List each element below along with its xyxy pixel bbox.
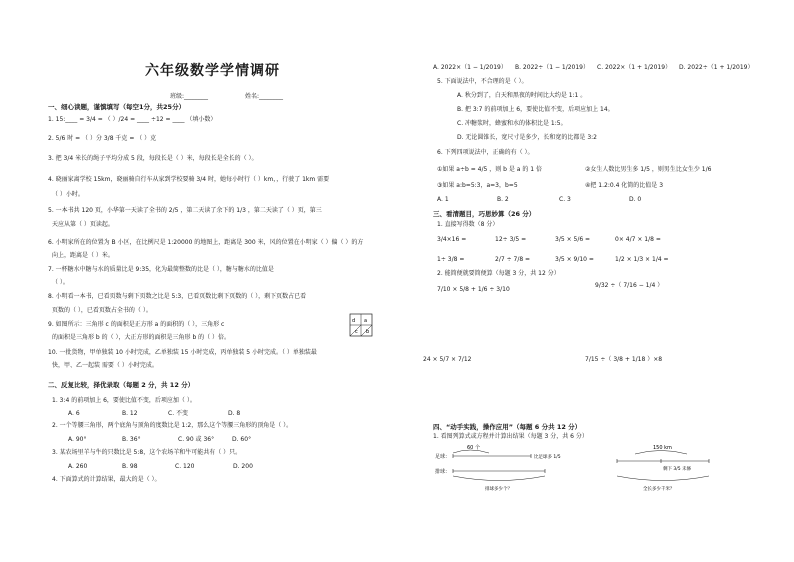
d1-note: 比足球多 1/5: [534, 455, 561, 460]
name-label: 姓名:________: [245, 93, 284, 100]
section-1-heading: 一、细心读题，谨慎填写（每空1分，共25分）: [48, 103, 186, 111]
class-label: 班级:________: [170, 93, 209, 100]
s2-q2-opt-b: B. 36°: [122, 436, 141, 443]
s2-q6-choice-a: A. 1: [437, 196, 449, 203]
d1-row1-label: 足球：: [435, 454, 451, 460]
line-diagram-balls: [433, 443, 583, 493]
direct-calc-3: 3/5 × 5/6 =: [555, 236, 591, 243]
section-4-heading: 四、“动手实践，操作应用”（每题 6 分共 12 分）: [433, 423, 582, 431]
line-diagram-road: [609, 443, 719, 495]
direct-calc-6: 2/7 ÷ 7/8 =: [495, 256, 531, 263]
s2-q4-opt-c: C. 2022×（1 + 1/2019）: [597, 64, 672, 71]
s2-q3-opt-d: D. 200: [233, 463, 253, 470]
s2-q3-opt-b: B. 98: [122, 463, 138, 470]
s2-q4: 4. 下面算式的计算结果，最大的是（ ）。: [52, 476, 161, 483]
s4-sub1: 1. 看图列算式或方程并计算出结果（每题 3 分，共 6 分）: [433, 433, 588, 440]
d2-bottom-brace: [617, 476, 709, 481]
s1-q8a: 8. 小明看一本书，已看页数与剩下页数之比是 5:3，已看页数比剩下页数的（ ），剩下页数占已看: [48, 293, 307, 300]
s1-q1: 1. 15:____ = 3/4 = （ ）/24 = ____ ÷12 = ____ （填小数）: [48, 116, 217, 123]
s2-q1-opt-a: A. 6: [68, 410, 80, 417]
calc-4: 7/15 ÷（ 3/8 + 1/18 ）×8: [585, 356, 663, 363]
s2-q4-opt-b: B. 2022÷（1 − 1/2019）: [515, 64, 589, 71]
direct-calc-7: 3/5 × 9/10 =: [555, 256, 594, 263]
s1-q9a: 9. 如图所示：三角形 c 的面积是正方形 a 的面积的（ ），三角形 c: [48, 321, 225, 328]
s2-q1: 1. 3:4 的前项加上 6，要使比值不变，后项应加（ ）。: [52, 397, 196, 404]
s2-q5-opt-b: B. 把 3:7 的前项加上 6，要使比值不变，后项应加上 14。: [457, 106, 614, 113]
direct-calc-4: 0× 4/7 × 1/8 =: [615, 236, 661, 243]
direct-calc-1: 3/4×16 =: [437, 236, 467, 243]
s2-q6-choice-c: C. 3: [559, 196, 571, 203]
s2-q2: 2. 一个等腰三角形，两个底角与顶角的度数比是 1:2，那么这个等腰三角形的顶角是（ ）。: [52, 422, 293, 429]
s3-sub1: 1. 直接写得数（8 分）: [437, 221, 499, 228]
s2-q6: 6. 下列四项说法中，正确的有（ ）。: [437, 149, 534, 156]
d1-ask: 排球多少个？: [485, 487, 512, 492]
s2-q4-opt-d: D. 2022÷（1 + 1/2019）: [679, 64, 754, 71]
fig-label-a: a: [364, 318, 368, 324]
s2-q2-opt-a: A. 90°: [68, 436, 87, 443]
s2-q6-choice-b: B. 2: [497, 196, 509, 203]
d2-top-label: 150 km: [653, 445, 672, 451]
s2-q4-opt-a: A. 2022×（1 − 1/2019）: [433, 64, 507, 71]
direct-calc-5: 1÷ 3/8 =: [437, 256, 465, 263]
direct-calc-8: 1/2 × 1/3 × 1/4 =: [615, 256, 669, 263]
s2-q5: 5. 下面说法中，不合理的是（ ）。: [437, 78, 528, 85]
s1-q9b: 的面积是三角形 b 的（ ），大正方形的面积是三角形 b 的（ ）倍。: [52, 334, 231, 341]
s2-q6-opt-3: ③如果 a:b=5:3，a=3，b=5: [437, 182, 518, 189]
s2-q6-opt-2: ②女生人数比男生多 1/5 ，则男生比女生少 1/6: [585, 166, 712, 173]
s1-q7b: （ ）。: [52, 279, 69, 286]
s1-q7a: 7. 一杯糖水中糖与水的质量比是 9:35，化为最简整数的比是（ ），糖与糖水的比值是: [48, 266, 274, 273]
s2-q1-opt-d: D. 8: [228, 410, 241, 417]
s1-q10a: 10. 一批货物，甲单独装 10 小时完成，乙单独装 15 小时完成，丙单独装 5 小时完成。（ ）单独装最: [48, 349, 317, 356]
d2-top-brace: [635, 451, 687, 455]
s2-q3-opt-c: C. 120: [175, 463, 195, 470]
direct-calc-2: 12÷ 3/5 =: [495, 236, 527, 243]
d1-row2-label: 排球：: [435, 469, 451, 475]
s1-q5b: 天应从第（ ）页读起。: [52, 221, 114, 228]
s1-q4b: （ ）小时。: [52, 191, 84, 198]
section-2-heading: 二、反复比较，择优录取（每题 2 分，共 12 分）: [48, 381, 195, 389]
fig-label-c: c: [355, 329, 358, 335]
page-title: 六年级数学学情调研: [145, 63, 280, 79]
calc-2: 9/32 ÷（ 7/16 − 1/4 ）: [595, 282, 664, 289]
d1-top-label: 60 个: [467, 445, 480, 451]
section-3-heading: 三、看清题目，巧思妙算（26 分）: [433, 210, 536, 218]
s2-q2-opt-d: D. 60°: [232, 436, 252, 443]
s2-q5-opt-d: D. 无论圆锥长，宽尺寸是多少，长和宽的比都是 3:2: [457, 134, 597, 141]
s1-q5a: 5. 一本书共 120 页，小华第一天读了全书的 2/5 ，第二天读了余下的 1/3 ，第二天读了（ ）页，第三: [48, 207, 322, 214]
s2-q5-opt-a: A. 秋分到了，白天和黑夜的时间比大约是 1:1 。: [457, 92, 587, 99]
s2-q6-opt-4: ④把 1.2:0.4 化简的比值是 3: [585, 182, 664, 189]
s1-q6b: 向上，距离是（ ）米。: [52, 252, 114, 259]
s2-q6-choice-d: D. 0: [629, 196, 642, 203]
fig-label-d: d: [352, 318, 356, 324]
s2-q2-opt-c: C. 90 或 36°: [178, 436, 215, 443]
s2-q3-opt-a: A. 260: [68, 463, 88, 470]
s2-q6-opt-1: ①如果 a÷b = 4/5 ，则 b 是 a 的 1 倍: [437, 166, 542, 173]
d2-mid-label: 剩下 3/5 未修: [663, 467, 692, 472]
s1-q10b: 快，甲、乙一起装 需要（ ）小时完成。: [52, 362, 158, 369]
d2-ask: 全长多少千米？: [643, 487, 675, 492]
s1-q4a: 4. 晓丽家离学校 15km，晓丽骑自行车从家到学校要骑 3/4 时，她每小时行（ ）km，，行驶了 1km 需要: [48, 176, 330, 183]
fig-label-b: b: [366, 329, 370, 335]
calc-1: 7/10 × 5/8 + 1/6 ÷ 3/10: [437, 286, 510, 293]
square-triangles-figure: [349, 313, 373, 337]
s1-q2: 2. 5/6 时 = （ ）分 3/8 千克 = （ ）克: [48, 135, 157, 142]
s1-q8b: 页数的（ ），已看页数占全书的（ ）。: [52, 307, 152, 314]
calc-3: 24 × 5/7 × 7/12: [423, 356, 472, 363]
s3-sub2: 2. 能简便就要简便算（每题 3 分，共 12 分）: [437, 270, 560, 277]
s1-q3: 3. 把 3/4 米长的绳子平均分成 5 段，每段长是（ ）米，每段长是全长的（ ）。: [48, 155, 258, 162]
s2-q5-opt-c: C. 冲糖浆时，蜂蜜和水的体积比是 1:5。: [457, 120, 567, 127]
s1-q6a: 6. 小明家所在的位置为 B 小区，在比例尺是 1:20000 的地图上，距离是 300 米，风的位置在小明家（ ）偏（ ）的方: [48, 239, 364, 246]
s2-q1-opt-c: C. 不变: [168, 410, 189, 417]
d1-bottom-brace: [453, 476, 545, 481]
s2-q1-opt-b: B. 12: [122, 410, 138, 417]
s2-q3: 3. 某农场里羊与牛的只数比是 5:8，这个农场羊和牛可能共有（ ）只。: [52, 449, 242, 456]
